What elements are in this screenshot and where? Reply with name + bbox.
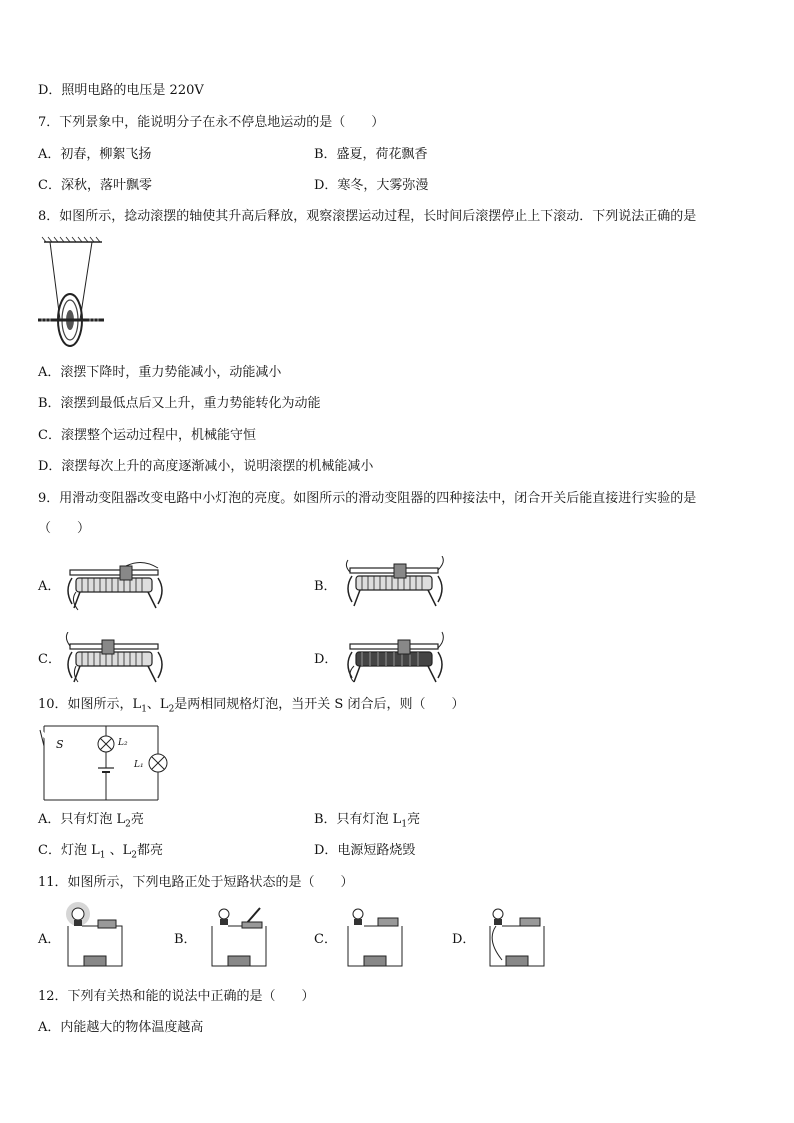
q10-option-c: C．灯泡 $L_1$ 、$L_2$都亮 [38, 843, 163, 861]
q10-circuit-diagram [38, 722, 168, 802]
rheostat-figure-b [342, 556, 446, 608]
q10-fig-label-l1: L₁ [134, 760, 144, 770]
q11-circuit-c [342, 900, 408, 972]
q9-stem: 9．用滑动变阻器改变电路中小灯泡的亮度。如图所示的滑动变阻器的四种接法中，闭合开关后能直接进行实验的是 [38, 491, 697, 506]
q9-label-d: D． [314, 652, 338, 667]
q11-label-b: B． [174, 932, 197, 947]
q11-label-a: A． [38, 932, 61, 947]
q7-stem: 7．下列景象中，能说明分子在永不停息地运动的是（ ） [38, 115, 385, 130]
q10-fig-label-s: S [56, 738, 64, 751]
q7-option-a: A．初春，柳絮飞扬 [38, 147, 152, 162]
rheostat-figure-c [62, 632, 168, 684]
q8-option-c: C．滚摆整个运动过程中，机械能守恒 [38, 428, 256, 443]
q10-option-a: A．只有灯泡 $L_2$亮 [38, 812, 144, 830]
q11-stem: 11．如图所示，下列电路正处于短路状态的是（ ） [38, 875, 354, 890]
q8-option-d: D．滚摆每次上升的高度逐渐减小，说明滚摆的机械能减小 [38, 459, 374, 474]
q10-fig-label-l2: L₂ [118, 738, 128, 748]
q7-option-b: B．盛夏，荷花飘香 [314, 147, 428, 162]
rheostat-figure-d [342, 630, 446, 684]
q11-label-d: D． [452, 932, 476, 947]
q9-stem-paren: （ ） [38, 521, 91, 536]
q6-option-d: D．照明电路的电压是 220V [38, 83, 204, 98]
q10-stem: 10．如图所示，$L_1$、$L_2$是两相同规格灯泡，当开关 S 闭合后，则（ ） [38, 697, 465, 715]
q8-option-b: B．滚摆到最低点后又上升，重力势能转化为动能 [38, 396, 321, 411]
q12-option-a: A．内能越大的物体温度越高 [38, 1020, 204, 1035]
q11-circuit-d [484, 900, 550, 972]
q9-label-c: C． [38, 652, 61, 667]
q12-stem: 12．下列有关热和能的说法中正确的是（ ） [38, 989, 315, 1004]
q7-option-c: C．深秋，落叶飘零 [38, 178, 152, 193]
q11-circuit-a [62, 900, 128, 972]
q11-circuit-b [206, 900, 272, 972]
rolling-pendulum-figure [36, 236, 108, 356]
q8-stem: 8．如图所示，捻动滚摆的轴使其升高后释放，观察滚摆运动过程，长时间后滚摆停止上下滚动．下列说法正确的是 [38, 209, 697, 224]
q10-circuit-figure [38, 722, 168, 802]
q8-option-a: A．滚摆下降时，重力势能减小，动能减小 [38, 365, 282, 380]
q11-label-c: C． [314, 932, 337, 947]
q9-label-a: A． [38, 579, 61, 594]
q10-option-d: D．电源短路烧毁 [314, 843, 416, 858]
q9-label-b: B． [314, 579, 337, 594]
rheostat-figure-a [62, 560, 168, 612]
q10-option-b: B．只有灯泡 $L_1$亮 [314, 812, 421, 830]
q7-option-d: D．寒冬，大雾弥漫 [314, 178, 429, 193]
